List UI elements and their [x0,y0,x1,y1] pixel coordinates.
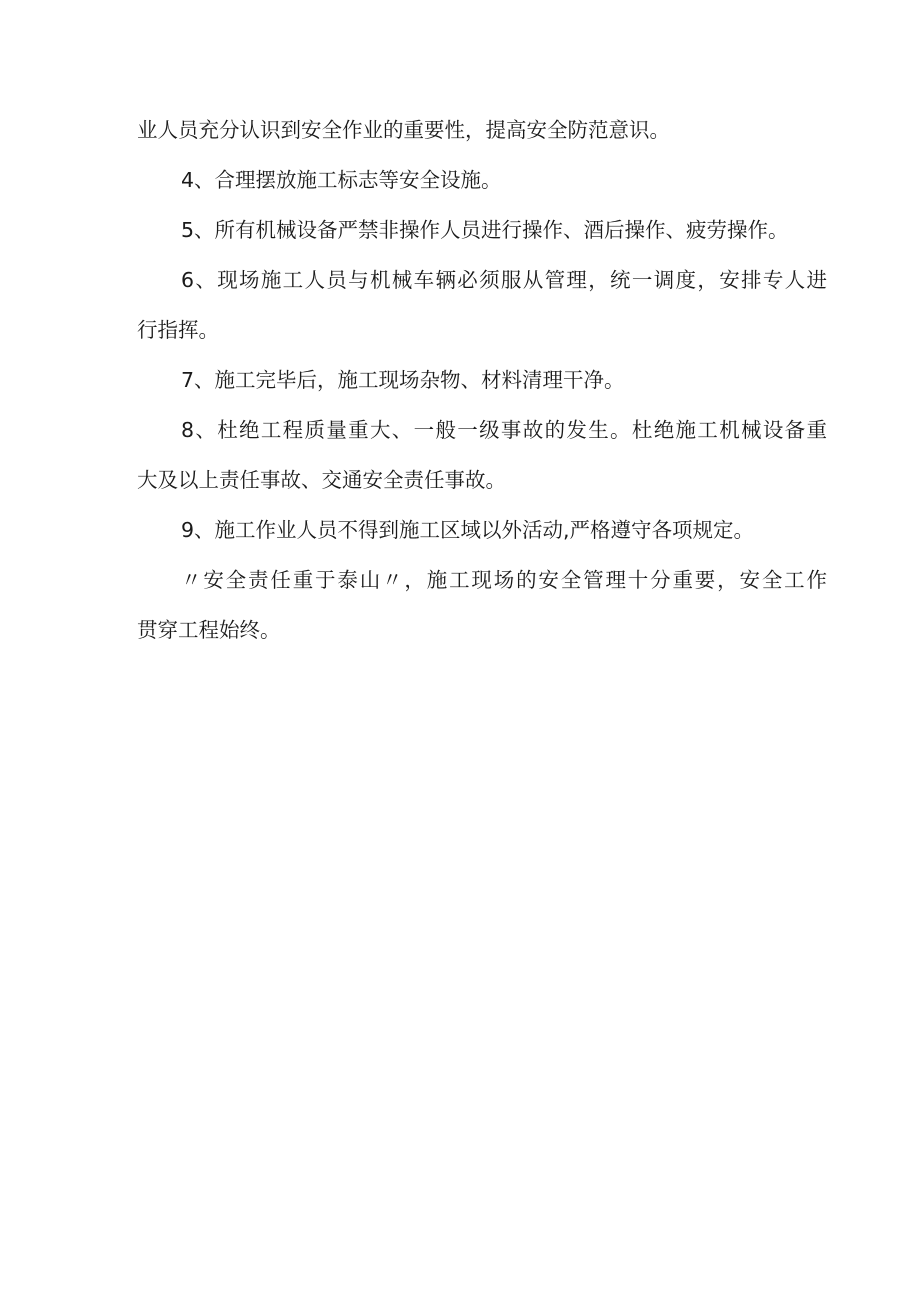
list-item-6: 6、现场施工人员与机械车辆必须服从管理，统一调度，安排专人进 [181,268,827,292]
list-item-6-continuation: 行指挥。 [137,318,219,342]
list-item-8-continuation: 大及以上责任事故、交通安全责任事故。 [137,468,506,492]
list-item-7: 7、施工完毕后，施工现场杂物、材料清理干净。 [181,368,625,392]
list-item-8: 8、杜绝工程质量重大、一般一级事故的发生。杜绝施工机械设备重 [181,418,827,442]
list-item-4: 4、合理摆放施工标志等安全设施。 [181,168,502,192]
paragraph-line-continuation: 业人员充分认识到安全作业的重要性，提高安全防范意识。 [137,118,670,142]
list-item-9: 9、施工作业人员不得到施工区域以外活动,严格遵守各项规定。 [181,518,755,542]
closing-paragraph: 〃安全责任重于泰山〃，施工现场的安全管理十分重要，安全工作 [181,568,827,592]
list-item-5: 5、所有机械设备严禁非操作人员进行操作、酒后操作、疲劳操作。 [181,218,789,242]
document-body [137,118,827,642]
closing-paragraph-continuation: 贯穿工程始终。 [137,618,281,642]
